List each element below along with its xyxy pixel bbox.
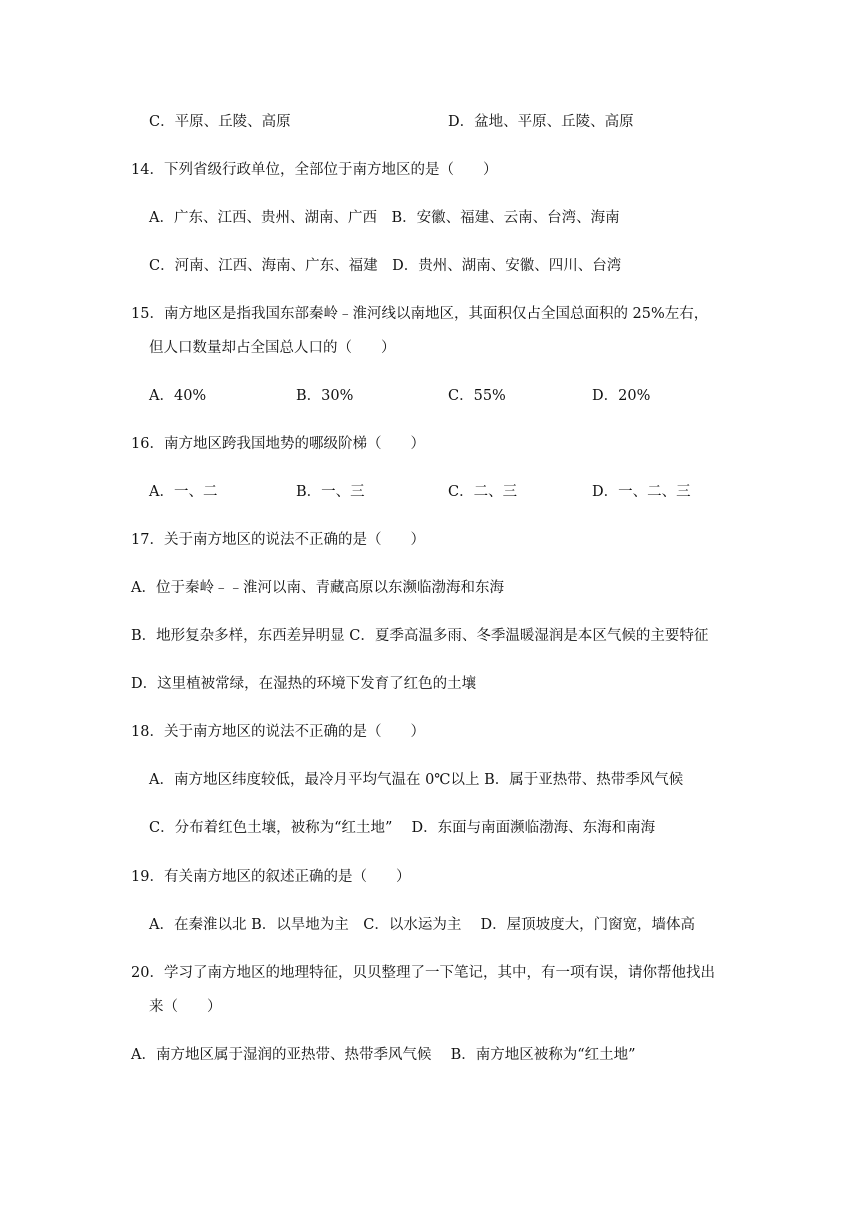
q15-option-c: C．55% bbox=[448, 388, 506, 404]
q20-stem-line1: 20．学习了南方地区的地理特征，贝贝整理了一下笔记，其中，有一项有误，请你帮他找出 bbox=[131, 965, 715, 981]
q16-option-c: C．二、三 bbox=[448, 484, 518, 500]
q17-option-bc: B．地形复杂多样，东西差异明显 C．夏季高温多雨、冬季温暖湿润是本区气候的主要特征 bbox=[131, 628, 709, 644]
q17-option-a: A．位于秦岭﹣﹣淮河以南、青藏高原以东濒临渤海和东海 bbox=[131, 580, 504, 596]
q18-options-cd: C．分布着红色土壤，被称为“红土地” D．东面与南面濒临渤海、东海和南海 bbox=[149, 820, 656, 836]
q20-options-ab: A．南方地区属于湿润的亚热带、热带季风气候 B．南方地区被称为“红土地” bbox=[131, 1047, 636, 1063]
q15-stem-line1: 15．南方地区是指我国东部秦岭﹣淮河线以南地区，其面积仅占全国总面积的 25%左右， bbox=[131, 306, 709, 322]
q18-stem: 18．关于南方地区的说法不正确的是（ ） bbox=[131, 724, 425, 740]
q15-option-a: A．40% bbox=[149, 388, 207, 404]
q20-stem-line2: 来（ ） bbox=[149, 999, 222, 1015]
q14-options-ab: A．广东、江西、贵州、湖南、广西 B．安徽、福建、云南、台湾、海南 bbox=[149, 210, 620, 226]
q13-option-c: C．平原、丘陵、高原 bbox=[149, 114, 291, 130]
q14-options-cd: C．河南、江西、海南、广东、福建 D．贵州、湖南、安徽、四川、台湾 bbox=[149, 258, 622, 274]
q14-stem: 14．下列省级行政单位，全部位于南方地区的是（ ） bbox=[131, 162, 498, 178]
q16-option-a: A．一、二 bbox=[149, 484, 218, 500]
q16-stem: 16．南方地区跨我国地势的哪级阶梯（ ） bbox=[131, 436, 425, 452]
q16-option-d: D．一、二、三 bbox=[592, 484, 691, 500]
q17-option-d: D．这里植被常绿，在湿热的环境下发育了红色的土壤 bbox=[131, 676, 477, 692]
q19-options: A．在秦淮以北 B．以旱地为主 C．以水运为主 D．屋顶坡度大，门窗宽，墙体高 bbox=[149, 917, 696, 933]
q13-option-d: D．盆地、平原、丘陵、高原 bbox=[448, 114, 634, 130]
q15-stem-line2: 但人口数量却占全国总人口的（ ） bbox=[149, 340, 396, 356]
q15-option-d: D．20% bbox=[592, 388, 651, 404]
q17-stem: 17．关于南方地区的说法不正确的是（ ） bbox=[131, 532, 425, 548]
q19-stem: 19．有关南方地区的叙述正确的是（ ） bbox=[131, 869, 411, 885]
q15-option-b: B．30% bbox=[296, 388, 354, 404]
q18-options-ab: A．南方地区纬度较低，最冷月平均气温在 0℃以上 B．属于亚热带、热带季风气候 bbox=[149, 772, 684, 788]
q16-option-b: B．一、三 bbox=[296, 484, 365, 500]
